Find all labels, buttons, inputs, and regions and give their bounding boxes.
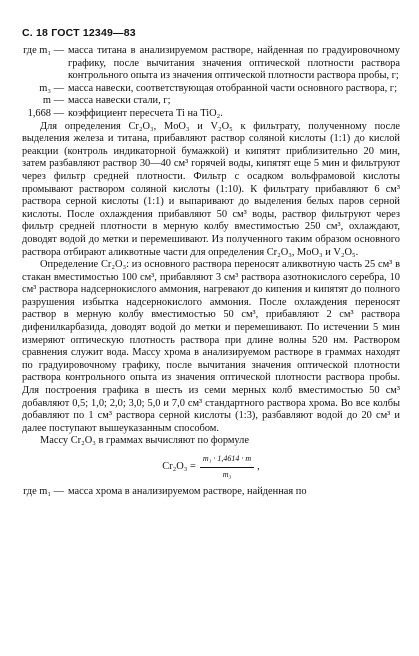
formula-fraction [200,453,254,481]
paragraph: Определение Cr₂O₃: из основного раствора переносят аликвотную часть 25 см³ в стакан вместимостью 100 см³, прибавляют 3 см³ раствора азотнокислого серебра, 10 см³ раствора надсернокислого аммония, нагревают до кипения и кипятят до полного разрушения избытка надсернокислого аммония. После охлаждения переносят раствор в мерную колбу вместимостью 50 см³, прибавляют 2 см³ раствора дифенилкарбазида, доводят водой до метки и перемешивают. По истечении 5 мин измеряют оптическую плотность раствора при длине волны 520 нм. Раствором сравнения служит вода. Массу хрома в анализируемом растворе в граммах находят по градуировочному графику, после вычитания значения оптической плотности раствора контрольного опыта из значения оптической плотности раствора пробы. Для построения графика в шесть из семи мерных колб вместимостью 50 см³ добавляют 0,5; 1,0; 2,0; 3,0; 5,0 и 7,0 см³ стандартного раствора хрома. Во все колбы добавляют по 1 см³ раствора серной кислоты (1:3), разбавляют водой до 20 см³ и далее поступают вышеуказанным способом. [22,259,400,434]
definition-text: коэффициент пересчета Ti на TiO₂. [68,107,223,119]
definition-text: масса навески стали, г; [68,95,171,107]
definition-symbol: где m₁ — [23,486,64,497]
paragraph: Для определения Cr₂O₃, MoO₃ и V₂O₅ к фильтрату, полученному после выделения железа и титана, прибавляют раствор соляной кислоты (1:1) до кислой реакции (контроль индикаторной бумажкой) и кипятят приблизительно 20 мин, затем разбавляют раствор 30—40 см³ горячей воды, кипятят еще 5 мин и фильтруют через фильтр средней плотности. Фильтр с осадком вольфрамовой кислоты промывают раствором соляной кислоты (1:10). К фильтрату прибавляют 6 см³ раствора серной кислоты (1:1) и выпаривают до выделения белых паров серной кислоты. После охлаждения прибавляют 50 см³ воды, раствор фильтруют через фильтр средней плотности в мерную колбу вместимостью 250 см³, охлаждают, доводят водой до метки и перемешивают. Из полученного таким образом основного раствора отбирают аликвотные части для определения Cr₂O₃, MoO₃ и V₂O₅. [22,120,400,258]
definition-text: масса навески, соответствующая отобранной части основного раствора, г; [68,82,397,94]
formula-lhs: Cr₂O₃ = [162,460,196,472]
page-header: С. 18 ГОСТ 12349—83 [22,27,136,39]
definition-symbol: где m₁ — [23,45,64,56]
paragraph: Массу Cr₂O₃ в граммах вычисляют по формуле [40,435,249,447]
definition-item [22,45,400,83]
definition-item [22,83,400,96]
document-body [22,45,400,499]
definition-item [22,486,400,499]
formula-denominator: m₃ [222,469,232,479]
definition-symbol: m₃ — [39,82,64,94]
definition-symbol: 1,668 — [27,107,64,119]
definition-item [22,108,400,121]
definition-symbol: m — [42,95,64,107]
formula [22,452,400,482]
definition-text: масса хрома в анализируемом растворе, найденная по [68,486,307,497]
definition-text: масса титана в анализируемом растворе, найденная по градуировочному графику, после вычитания значения оптической плотности раствора контрольного опыта из значения оптической плотности раствора пробы, г; [68,45,400,82]
formula-tail: , [257,460,260,472]
formula-numerator: m₁ · 1,4614 · m [200,453,254,468]
definition-item [22,95,400,108]
